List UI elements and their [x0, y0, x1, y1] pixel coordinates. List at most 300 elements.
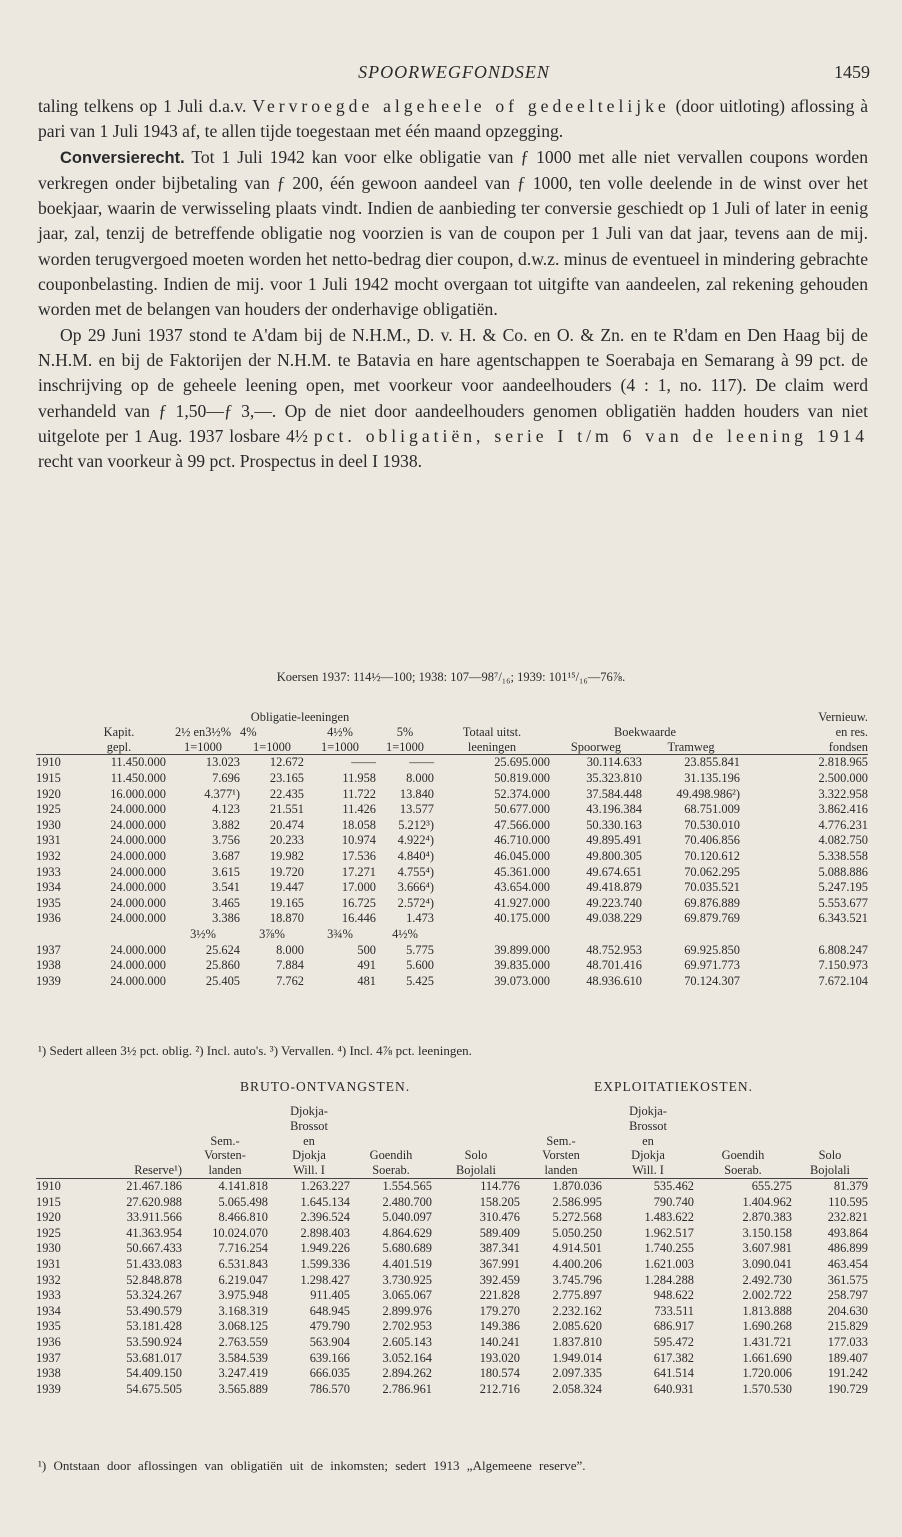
value-cell: 49.418.879	[586, 880, 642, 895]
value-cell: 3.168.319	[218, 1303, 268, 1318]
rate-subheader: 3½%	[190, 926, 216, 941]
value-cell: 2.396.524	[300, 1210, 350, 1225]
header-spoorweg: Spoorweg	[570, 739, 622, 754]
table-row	[36, 1257, 868, 1273]
value-cell: 3.730.925	[382, 1272, 432, 1287]
table-row	[36, 1241, 868, 1257]
header-enres: en res.	[835, 724, 868, 739]
table-row	[36, 896, 868, 912]
value-cell: 3.541	[212, 880, 240, 895]
paragraph-conversierecht	[38, 145, 868, 323]
value-cell: 50.819.000	[494, 770, 550, 785]
table-row	[36, 849, 868, 865]
year-cell: 1915	[36, 1194, 61, 1209]
value-cell: 1.870.036	[520, 1178, 602, 1194]
value-cell: 3.065.067	[382, 1288, 432, 1303]
value-cell: 53.324.267	[126, 1288, 182, 1303]
value-cell: 641.514	[653, 1366, 694, 1381]
header-djokja: Djokja	[631, 1148, 665, 1163]
value-cell: 5.775	[406, 942, 434, 957]
value-cell: 39.073.000	[494, 973, 550, 988]
value-cell: 3.687	[212, 848, 240, 863]
value-cell: 2.500.000	[818, 770, 868, 785]
value-cell: 4.141.818	[182, 1178, 268, 1194]
rate-subheader: 3⅞%	[259, 926, 285, 941]
value-cell: 23.855.841	[642, 755, 740, 771]
year-cell: 1937	[36, 1350, 61, 1365]
value-cell: 24.000.000	[110, 911, 166, 926]
header-totaal: Totaal uitst.	[462, 724, 522, 739]
value-cell: 1.720.006	[742, 1366, 792, 1381]
value-cell: 8.000	[276, 942, 304, 957]
empty-cell	[550, 927, 642, 943]
value-cell: 11.958	[342, 770, 376, 785]
value-cell: 4.914.501	[552, 1241, 602, 1256]
value-cell: 51.433.083	[126, 1256, 182, 1271]
value-cell: 45.361.000	[494, 864, 550, 879]
header-obligatie-leeningen: Obligatie-leeningen	[250, 710, 350, 724]
value-cell: 53.181.428	[126, 1319, 182, 1334]
table-row	[36, 1382, 868, 1398]
value-cell: 33.911.566	[126, 1210, 182, 1225]
header-solo: Solo	[464, 1148, 488, 1163]
value-cell: 13.840	[399, 786, 434, 801]
value-cell: 19.447	[269, 880, 304, 895]
value-cell: 2.775.897	[552, 1288, 602, 1303]
value-cell: 4.400.206	[552, 1256, 602, 1271]
header-sem: Sem.-	[210, 1133, 240, 1148]
value-cell: 1.284.288	[644, 1272, 694, 1287]
value-cell: 1.661.690	[742, 1350, 792, 1365]
value-cell: 500	[357, 942, 376, 957]
value-cell: 4.776.231	[818, 817, 868, 832]
empty-cell	[642, 927, 740, 943]
value-cell: 8.466.810	[218, 1210, 268, 1225]
value-cell: 21.551	[269, 802, 304, 817]
year-cell: 1925	[36, 1225, 61, 1240]
header-col: 4%	[240, 724, 257, 739]
header-sem: Sem.-	[546, 1133, 576, 1148]
value-cell: 493.864	[827, 1225, 868, 1240]
value-cell: 24.000.000	[110, 802, 166, 817]
value-cell: 25.695.000	[434, 755, 550, 771]
value-cell: 3.584.539	[218, 1350, 268, 1365]
value-cell: 39.899.000	[494, 942, 550, 957]
header-leeningen: leeningen	[467, 739, 517, 754]
value-cell: 48.936.610	[586, 973, 642, 988]
year-cell: 1936	[36, 911, 61, 926]
value-cell: 49.674.651	[586, 864, 642, 879]
paragraph-inschrijving	[38, 323, 868, 475]
value-cell: 387.341	[479, 1241, 520, 1256]
value-cell: 7.762	[276, 973, 304, 988]
value-cell: 46.710.000	[494, 833, 550, 848]
value-cell: 1.404.962	[742, 1194, 792, 1209]
value-cell: 54.675.505	[126, 1381, 182, 1396]
value-cell: 16.725	[341, 895, 376, 910]
value-cell: 3.745.796	[552, 1272, 602, 1287]
value-cell: 16.446	[341, 911, 376, 926]
value-cell: 24.000.000	[110, 958, 166, 973]
value-cell: 47.566.000	[494, 817, 550, 832]
value-cell: 3.882	[212, 817, 240, 832]
year-cell: 1933	[36, 864, 61, 879]
header-vorsten: Vorsten-	[204, 1148, 246, 1163]
value-cell: 2.232.162	[552, 1303, 602, 1318]
value-cell: 481	[357, 973, 376, 988]
header-kapit: Kapit.	[103, 724, 135, 739]
table-row	[36, 1351, 868, 1367]
value-cell: 215.829	[827, 1319, 868, 1334]
value-cell: 27.620.988	[126, 1194, 182, 1209]
value-cell: 3.322.958	[818, 786, 868, 801]
value-cell: 2.763.559	[218, 1334, 268, 1349]
value-cell: 3.756	[212, 833, 240, 848]
header-col: 4½%	[327, 724, 353, 739]
year-cell: 1934	[36, 1303, 61, 1318]
value-cell: 5.212³)	[398, 817, 434, 832]
value-cell: 17.271	[341, 864, 376, 879]
value-cell: ——	[304, 755, 376, 771]
value-cell: 48.752.953	[586, 942, 642, 957]
value-cell: 17.536	[341, 848, 376, 863]
value-cell: 463.454	[827, 1256, 868, 1271]
value-cell: 4.377¹)	[204, 786, 240, 801]
value-cell: 24.000.000	[110, 895, 166, 910]
value-cell: 911.405	[310, 1288, 350, 1303]
table-row	[36, 1178, 868, 1194]
value-cell: 13.023	[166, 755, 240, 771]
value-cell: 114.776	[432, 1178, 520, 1194]
value-cell: 310.476	[479, 1210, 520, 1225]
year-cell: 1925	[36, 802, 61, 817]
value-cell: 52.374.000	[494, 786, 550, 801]
text-run: recht van voorkeur à 99 pct. Prospectus in deel I 1938.	[38, 451, 423, 472]
value-cell: 7.150.973	[818, 958, 868, 973]
value-cell: 1.599.336	[300, 1256, 350, 1271]
value-cell: 11.426	[342, 802, 376, 817]
year-cell: 1939	[36, 1381, 61, 1396]
header-landen: landen	[544, 1163, 578, 1178]
body-text	[38, 94, 868, 474]
value-cell: 16.000.000	[110, 786, 166, 801]
value-cell: 190.729	[827, 1381, 868, 1396]
table-body	[36, 1178, 868, 1397]
value-cell: 1.962.517	[644, 1225, 694, 1240]
header-goendih: Goendih	[369, 1148, 413, 1163]
value-cell: 221.828	[479, 1288, 520, 1303]
value-cell: 5.247.195	[818, 880, 868, 895]
value-cell: 3.052.164	[382, 1350, 432, 1365]
value-cell: 49.223.740	[586, 895, 642, 910]
header-brossot: Brossot	[290, 1118, 328, 1133]
table-row	[36, 787, 868, 803]
value-cell: 2.492.730	[742, 1272, 792, 1287]
value-cell: 5.553.677	[818, 895, 868, 910]
value-cell: 3.090.041	[742, 1256, 792, 1271]
value-cell: 3.386	[212, 911, 240, 926]
spaced-text: Vervroegde algeheele of gedeeltelijke	[252, 96, 670, 116]
value-cell: 1.949.226	[300, 1241, 350, 1256]
table-row	[36, 958, 868, 974]
value-cell: 37.584.448	[586, 786, 642, 801]
value-cell: 70.530.010	[684, 817, 740, 832]
value-cell: 3.247.419	[218, 1366, 268, 1381]
value-cell: 232.821	[827, 1210, 868, 1225]
value-cell: 25.624	[205, 942, 240, 957]
value-cell: 2.586.995	[552, 1194, 602, 1209]
year-cell: 1920	[36, 786, 61, 801]
value-cell: 1.570.530	[742, 1381, 792, 1396]
value-cell: 70.124.307	[684, 973, 740, 988]
table-row	[36, 1210, 868, 1226]
table-row	[36, 1366, 868, 1382]
value-cell: 5.272.568	[552, 1210, 602, 1225]
value-cell: 13.577	[399, 802, 434, 817]
value-cell: 3.465	[212, 895, 240, 910]
table-row	[36, 1226, 868, 1242]
year-cell: 1931	[36, 833, 61, 848]
year-cell: 1935	[36, 895, 61, 910]
header-fondsen: fondsen	[828, 739, 868, 754]
value-cell: 149.386	[479, 1319, 520, 1334]
value-cell: 3.615	[212, 864, 240, 879]
value-cell: 2.894.262	[382, 1366, 432, 1381]
value-cell: 43.654.000	[494, 880, 550, 895]
value-cell: 11.450.000	[110, 770, 166, 785]
value-cell: 50.330.163	[586, 817, 642, 832]
header-bojolali: Bojolali	[810, 1163, 850, 1178]
value-cell: 5.088.886	[818, 864, 868, 879]
value-cell: 68.751.009	[684, 802, 740, 817]
value-cell: 49.800.305	[586, 848, 642, 863]
value-cell: 52.848.878	[126, 1272, 182, 1287]
value-cell: 479.790	[309, 1319, 350, 1334]
value-cell: 2.702.953	[382, 1319, 432, 1334]
rate-subheader: 3¾%	[327, 926, 353, 941]
value-cell: 69.876.889	[684, 895, 740, 910]
value-cell: 23.165	[269, 770, 304, 785]
value-cell: 70.406.856	[684, 833, 740, 848]
value-cell: 1.298.427	[300, 1272, 350, 1287]
value-cell: 50.667.433	[126, 1241, 182, 1256]
value-cell: 3.565.889	[218, 1381, 268, 1396]
value-cell: 1.813.888	[742, 1303, 792, 1318]
value-cell: 786.570	[309, 1381, 350, 1396]
leeningen-table	[36, 710, 868, 989]
text-run: taling telkens op 1 Juli d.a.v.	[38, 96, 253, 116]
value-cell: 2.002.722	[742, 1288, 792, 1303]
value-cell: 666.035	[309, 1366, 350, 1381]
page-number: 1459	[834, 62, 870, 82]
year-cell: 1938	[36, 958, 61, 973]
value-cell: 191.242	[827, 1366, 868, 1381]
table-header	[36, 1104, 868, 1178]
value-cell: 21.467.186	[72, 1178, 182, 1194]
value-cell: 1.483.622	[644, 1210, 694, 1225]
header-brossot: Brossot	[629, 1118, 667, 1133]
value-cell: 361.575	[827, 1272, 868, 1287]
value-cell: 4.864.629	[382, 1225, 432, 1240]
value-cell: 6.343.521	[818, 911, 868, 926]
table-row	[36, 1335, 868, 1351]
header-col: 1=1000	[184, 739, 222, 754]
value-cell: 4.401.519	[382, 1256, 432, 1271]
value-cell: 686.917	[653, 1319, 694, 1334]
value-cell: 367.991	[479, 1256, 520, 1271]
header-tramweg: Tramweg	[667, 739, 715, 754]
value-cell: 53.681.017	[126, 1350, 182, 1365]
run-in-heading: Conversierecht.	[60, 148, 185, 167]
header-col: 1=1000	[386, 739, 424, 754]
value-cell: 589.409	[479, 1225, 520, 1240]
value-cell: 189.407	[827, 1350, 868, 1365]
footnotes-leeningen: ¹) Sedert alleen 3½ pct. oblig. ²) Incl. auto's. ³) Vervallen. ⁴) Incl. 4⅞ pct. leeningen.	[38, 1043, 472, 1058]
year-cell: 1932	[36, 848, 61, 863]
table-row	[36, 1304, 868, 1320]
table-row	[36, 833, 868, 849]
value-cell: 7.716.254	[218, 1241, 268, 1256]
value-cell: 2.058.324	[552, 1381, 602, 1396]
value-cell: 48.701.416	[586, 958, 642, 973]
value-cell: ——	[376, 755, 434, 771]
value-cell: 392.459	[479, 1272, 520, 1287]
table-header	[36, 710, 868, 755]
text-run: (door uitloting) aflossing à pari van 1 Juli 1943 af, te allen tijde toegestaan met één maand opzegging.	[38, 96, 869, 142]
spaced-text: pct. obligatiën, serie I t/m 6 van de leening 1914	[313, 425, 869, 446]
value-cell: 948.622	[653, 1288, 694, 1303]
header-col: 5%	[396, 724, 414, 739]
value-cell: 258.797	[827, 1288, 868, 1303]
table-row	[36, 865, 868, 881]
text-run: Op 29 Juni 1937 stond te A'dam bij de N.H.M., D. v. H. & Co. en O. & Zn. en te R'dam en Den Haag bij de N.H.M. en bij de Faktorijen der N.H.M. te Batavia en hare agentschappen te Soerabaja en Semarang à 99 pct. de inschrijving op de geheele leening open, met voorkeur voor aandeelhouders (4 : 1, no. 117). De claim werd verhandeld van ƒ 1,50—ƒ 3,—. Op de niet door aandeelhouders genomen obligatiën hadden houders van niet uitgelote per 1 Aug. 1937 losbare 4½	[38, 324, 868, 446]
header-soerab: Soerab.	[372, 1163, 410, 1178]
header-djokja: Djokja-	[290, 1104, 328, 1118]
year-cell: 1930	[36, 817, 61, 832]
header-solo: Solo	[818, 1148, 842, 1163]
value-cell: 5.680.689	[382, 1241, 432, 1256]
year-cell: 1939	[36, 973, 61, 988]
value-cell: 2.899.976	[382, 1303, 432, 1318]
value-cell: 25.405	[205, 973, 240, 988]
header-vorsten: Vorsten	[542, 1148, 580, 1163]
value-cell: 46.045.000	[494, 848, 550, 863]
text-run: Tot 1 Juli 1942 kan voor elke obligatie van ƒ 1000 met alle niet vervallen coupons worden verkregen onder bijbetaling van ƒ 200, één gewoon aandeel van ƒ 1000, ten volle deelende in de winst over het boekjaar, waarin de verwisseling plaats vindt. Indien de aanbieding ter conversie geschiedt op 1 Juli of later in eenig jaar, zal, tenzij de betreffende obligatie nog voorzien is van de coupon per 1 Juli van dat jaar, tevens aan de mij. worden terugvergoed moeten worden het netto-bedrag dier coupon, d.w.z. minus de eventueel in mindering gebrachte couponbelasting. Indien de mij. voor 1 Juli 1942 mocht overgaan tot uitgifte van aandeelen, zal rekening gehouden worden met de belangen van houders der onderhavige obligatiën.	[38, 146, 868, 320]
value-cell: 1.473	[406, 911, 434, 926]
table-row	[36, 880, 868, 896]
year-cell: 1930	[36, 1241, 61, 1256]
value-cell: 81.379	[792, 1178, 868, 1194]
value-cell: 3.150.158	[742, 1225, 792, 1240]
year-cell: 1933	[36, 1288, 61, 1303]
header-landen: landen	[208, 1163, 242, 1178]
value-cell: 41.363.954	[126, 1225, 182, 1240]
value-cell: 49.498.986²)	[676, 786, 740, 801]
value-cell: 24.000.000	[110, 973, 166, 988]
value-cell: 491	[357, 958, 376, 973]
value-cell: 10.974	[341, 833, 376, 848]
value-cell: 193.020	[479, 1350, 520, 1365]
value-cell: 24.000.000	[110, 833, 166, 848]
value-cell: 41.927.000	[494, 895, 550, 910]
value-cell: 5.338.558	[818, 848, 868, 863]
value-cell: 31.135.196	[684, 770, 740, 785]
year-cell: 1937	[36, 942, 61, 957]
value-cell: 18.870	[269, 911, 304, 926]
year-cell: 1915	[36, 770, 61, 785]
heading-exploitatiekosten: EXPLOITATIEKOSTEN.	[594, 1079, 754, 1094]
value-cell: 20.233	[269, 833, 304, 848]
header-bojolali: Bojolali	[456, 1163, 496, 1178]
year-cell: 1934	[36, 880, 61, 895]
table-row	[36, 911, 868, 927]
table-row	[36, 1288, 868, 1304]
value-cell: 640.931	[653, 1381, 694, 1396]
value-cell: 20.474	[269, 817, 304, 832]
running-title: SPOORWEGFONDSEN	[358, 62, 550, 82]
table-subheader-row	[36, 927, 868, 943]
table-row	[36, 755, 868, 771]
value-cell: 24.000.000	[110, 848, 166, 863]
value-cell: 2.818.965	[740, 755, 868, 771]
value-cell: 69.879.769	[684, 911, 740, 926]
year-cell: 1936	[36, 1334, 61, 1349]
value-cell: 2.605.143	[382, 1334, 432, 1349]
value-cell: 110.595	[828, 1194, 868, 1209]
value-cell: 4.755⁴)	[397, 864, 434, 879]
value-cell: 1.554.565	[350, 1178, 432, 1194]
header-will: Will. I	[632, 1163, 664, 1178]
value-cell: 35.323.810	[586, 770, 642, 785]
value-cell: 50.677.000	[494, 802, 550, 817]
empty-cell	[36, 927, 72, 943]
value-cell: 3.068.125	[218, 1319, 268, 1334]
value-cell: 24.000.000	[110, 864, 166, 879]
header-en: en	[642, 1133, 654, 1148]
value-cell: 617.382	[653, 1350, 694, 1365]
table-row	[36, 974, 868, 990]
value-cell: 7.884	[276, 958, 304, 973]
table-row	[36, 771, 868, 787]
value-cell: 1.431.721	[742, 1334, 792, 1349]
value-cell: 5.065.498	[218, 1194, 268, 1209]
year-cell: 1920	[36, 1210, 61, 1225]
value-cell: 790.740	[653, 1194, 694, 1209]
year-cell: 1910	[36, 1178, 72, 1194]
value-cell: 6.808.247	[818, 942, 868, 957]
value-cell: 69.971.773	[684, 958, 740, 973]
value-cell: 49.038.229	[586, 911, 642, 926]
value-cell: 212.716	[479, 1381, 520, 1396]
heading-bruto-ontvangsten: BRUTO-ONTVANGSTEN.	[240, 1079, 411, 1094]
value-cell: 3.666⁴)	[397, 880, 434, 895]
year-cell: 1932	[36, 1272, 61, 1287]
value-cell: 7.696	[212, 770, 240, 785]
value-cell: 595.472	[653, 1334, 694, 1349]
value-cell: 1.837.810	[552, 1334, 602, 1349]
value-cell: 180.574	[479, 1366, 520, 1381]
value-cell: 19.165	[269, 895, 304, 910]
value-cell: 30.114.633	[550, 755, 642, 771]
value-cell: 2.097.335	[552, 1366, 602, 1381]
rate-subheader: 4½%	[392, 926, 418, 941]
value-cell: 39.835.000	[494, 958, 550, 973]
value-cell: 54.409.150	[126, 1366, 182, 1381]
table-row	[36, 818, 868, 834]
value-cell: 140.241	[479, 1334, 520, 1349]
header-djokja: Djokja	[292, 1148, 326, 1163]
value-cell: 3.862.416	[818, 802, 868, 817]
